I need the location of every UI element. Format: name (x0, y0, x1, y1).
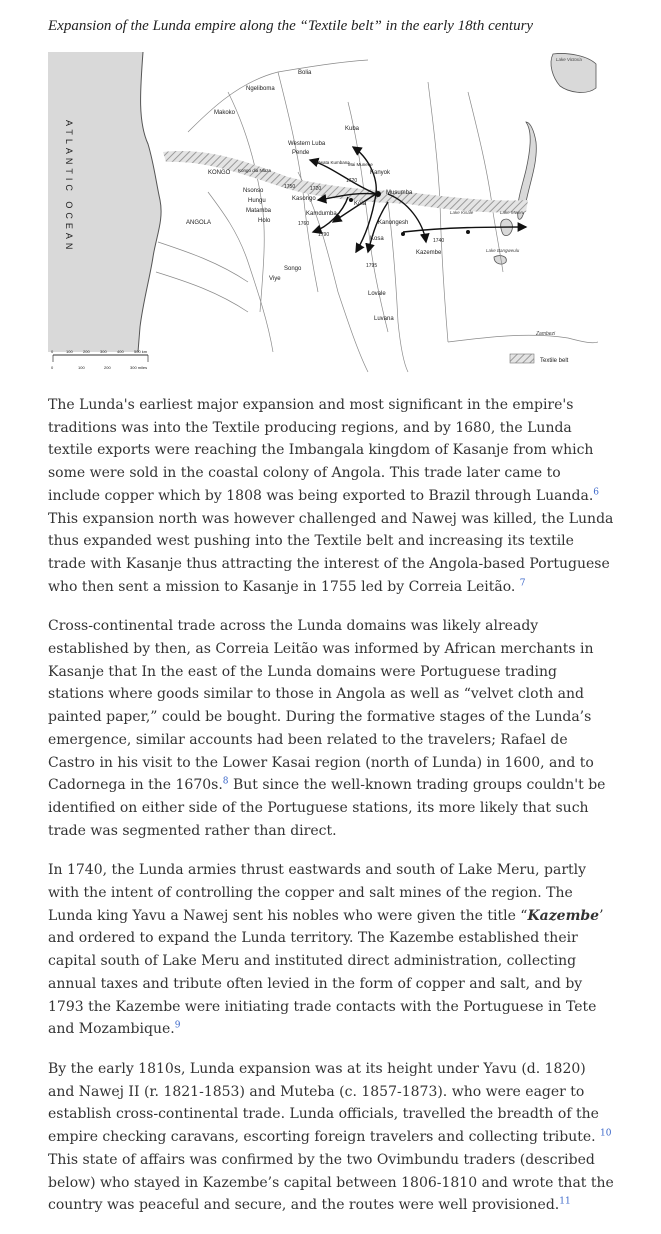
footnote-ref-7[interactable]: 7 (519, 577, 526, 588)
label-date-1750: 1750 (284, 184, 296, 190)
label-bolia: Bolia (298, 70, 312, 76)
paragraph-4-text-cont: This state of affairs was confirmed by the two Ovimbundu traders (described below) who stayed in Kazembe’s capital between 1806-1810 and wrote that the country was peaceful and secure, and the routes were well provisioned. (48, 1151, 614, 1214)
label-kamdumba: Kamdumba (306, 211, 337, 217)
footnote-ref-6[interactable]: 6 (593, 487, 600, 498)
label-angola: ANGOLA (186, 220, 212, 226)
label-kuba: Kuba (345, 126, 360, 132)
label-date-1795: 1795 (366, 263, 378, 269)
paragraph-2-text: Cross-continental trade across the Lunda domains was likely already established by then, as Correia Leitão was informed by African merchants in Kasanje that In the east of the Lunda domains were Portuguese trading stations where goods similar to those in Angola as well as “velvet cloth and painted paper,” could be bought. During the formative stages of the Lunda’s emergence, similar accounts had been related to the travelers; Rafael de Castro in his visit to the Lower Kasai region (north of Lunda) in 1600, and to Cadornega in the 1670s. (48, 618, 594, 794)
label-ngeliboma: Ngeliboma (246, 86, 275, 92)
scale-km-200: 200 (83, 349, 90, 354)
paragraph-4-text: By the early 1810s, Lunda expansion was at its height under Yavu (d. 1820) and Nawej II (r. 1821-1853) and Muteba (c. 1857-1873). who were eager to establish cross-continental trade. Lunda officials, travelled the breadth of the empire checking caravans, escorting foreign travelers and collecting tribute. (48, 1060, 601, 1146)
footnote-ref-10[interactable]: 10 (600, 1128, 612, 1139)
scale-km-500: 500 km (134, 349, 148, 354)
label-kazembe: Kazembe (416, 250, 442, 256)
label-viye: Viye (269, 276, 281, 282)
label-date-1720b: 1720 (310, 186, 322, 192)
paragraph-1-text: The Lunda's earliest major expansion and most significant in the empire's traditions was into the Textile producing regions, and by 1680, the Lunda textile exports were reaching the Imbangala kingdom of Kasanje from which some were sold in the coastal colony of Angola. This trade later came to include copper which by 1808 was being exported to Brazil through Luanda. (48, 397, 594, 504)
scale-mi-100: 100 (78, 365, 85, 370)
scale-mi-300: 300 miles (130, 365, 148, 370)
paragraph-4 (48, 1058, 614, 1217)
scale-km-100: 100 (66, 349, 73, 354)
paragraph-1-text-cont: This expansion north was however challenged and Nawej was killed, the Lunda thus expanded west pushing into the Textile belt and increasing its textile trade with Kasanje thus attracting the interest of the Angola-based Portuguese who then sent a mission to Kasanje in 1755 led by Correia Leitão. (48, 510, 614, 595)
footnote-ref-8[interactable]: 8 (222, 776, 229, 787)
paragraph-3 (48, 859, 614, 1041)
label-kongo: KONGO (208, 170, 231, 176)
label-songo: Songo (284, 266, 302, 272)
label-lake-kisale: Lake Kisale (450, 210, 474, 215)
label-kongo-dia-nlaza: Kongo dia Nlaza (238, 168, 272, 173)
footnote-ref-9[interactable]: 9 (174, 1020, 181, 1031)
label-kola: Kola (354, 201, 367, 207)
footnote-ref-11[interactable]: 11 (559, 1196, 571, 1207)
legend-label: Textile belt (540, 358, 569, 364)
label-kosa: Kosa (370, 236, 384, 242)
label-mwata-kumbana: Mwata Kumbana (316, 160, 350, 165)
ocean-label-group (64, 120, 74, 253)
map-legend (510, 354, 569, 364)
label-nsonso: Nsonso (243, 188, 264, 194)
ocean-label: ATLANTIC OCEAN (64, 120, 74, 254)
paragraph-3-text: In 1740, the Lunda armies thrust eastwards and south of Lake Meru, partly with the intent of controlling the copper and salt mines of the region. The Lunda king Yavu a Nawej sent his nobles who were given the title “ (48, 862, 587, 924)
label-luvana: Luvana (374, 316, 394, 322)
paragraph-2-text-cont: But since the well-known trading groups couldn't be identified on either side of the Portuguese stations, its more likely that such trade was segmented rather than direct. (48, 777, 606, 839)
paragraph-1 (48, 394, 614, 598)
label-zambezi: Zambezi (536, 331, 556, 337)
scale-km-0: 0 (51, 349, 54, 354)
label-date-1760: 1760 (298, 221, 310, 227)
label-kanyok: Kanyok (370, 170, 391, 176)
label-kasongo: Kasongo (292, 196, 316, 202)
label-makoko: Makoko (214, 110, 236, 116)
label-lake-bangweulu: Lake Bangweulu (486, 248, 520, 253)
scale-mi-200: 200 (104, 365, 111, 370)
label-lake-mweru: Lake Mweru (500, 210, 525, 215)
label-date-1720a: 1720 (346, 178, 358, 184)
label-lovale: Lovale (368, 291, 386, 297)
map-svg (48, 52, 598, 374)
paragraph-2 (48, 615, 614, 842)
label-holo: Holo (258, 218, 271, 224)
scale-bar (51, 349, 148, 370)
label-pende: Pende (292, 150, 310, 156)
figure-caption: Expansion of the Lunda empire along the “Textile belt” in the early 18th century (48, 18, 534, 34)
scale-km-300: 300 (100, 349, 107, 354)
label-matamba: Matamba (246, 208, 272, 214)
kazembe-term: Kazembe (527, 907, 600, 924)
paragraph-3-text-cont: ’ and ordered to expand the Lunda territory. The Kazembe established their capital south of Lake Meru and instituted direct administration, collecting annual taxes and tribute often levied in the form of copper and salt, and by 1793 the Kazembe were initiating trade contacts with the Portuguese in Tete and Mozambique. (48, 907, 604, 1038)
label-kanongesh: Kanongesh (378, 220, 409, 226)
label-mai-munene: Mai Munene (348, 162, 373, 167)
lunda-expansion-map (48, 52, 598, 374)
scale-mi-0: 0 (51, 365, 54, 370)
rivers (156, 60, 598, 372)
label-lake-victoria: Lake Victoria (556, 57, 582, 62)
article-body (48, 394, 614, 1234)
label-date-1790: 1790 (318, 232, 330, 238)
label-western-luba: Western Luba (288, 141, 326, 147)
label-musumba: Musumba (386, 190, 413, 196)
label-date-1740: 1740 (433, 238, 445, 244)
lake-bangweulu (494, 256, 506, 264)
label-hungu: Hungu (248, 198, 266, 204)
scale-km-400: 400 (117, 349, 124, 354)
